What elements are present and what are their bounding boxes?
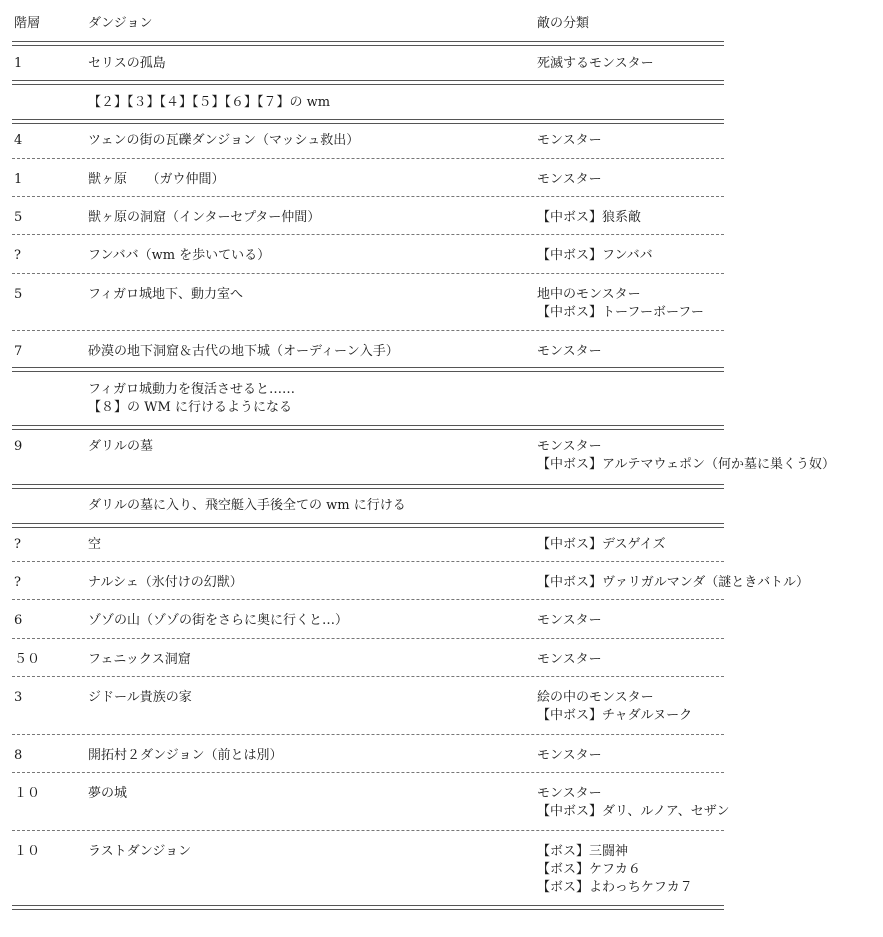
dungeon-cell: 夢の城 <box>88 786 128 801</box>
enemy-cell-line: 【中ボス】チャダルヌーク <box>537 708 693 723</box>
floor-cell: ? <box>14 537 21 552</box>
enemy-cell-line: モンスター <box>537 172 602 187</box>
enemy-cell-line: モンスター <box>537 613 602 628</box>
enemy-cell-line: モンスター <box>537 344 602 359</box>
enemy-cell-line: モンスター <box>537 439 602 454</box>
floor-cell: 4 <box>14 133 23 148</box>
floor-cell: 1 <box>14 172 23 187</box>
enemy-cell <box>537 247 653 265</box>
dungeon-cell: フンババ（wm を歩いている） <box>88 248 271 263</box>
enemy-cell-line: 地中のモンスター <box>537 287 641 302</box>
header-dungeon: ダンジョン <box>88 16 153 31</box>
enemy-cell-line: 【中ボス】トーフーボーフー <box>537 305 704 320</box>
dungeon-cell: フィガロ城地下、動力室へ <box>88 287 243 302</box>
floor-cell: 6 <box>14 613 23 628</box>
enemy-cell-line: 【ボス】ケフカ６ <box>537 862 641 877</box>
enemy-cell-line: モンスター <box>537 652 602 667</box>
dashed-rule <box>12 158 724 159</box>
dungeon-cell: ジドール貴族の家 <box>88 690 192 705</box>
note-text-line: 【８】の WM に行けるようになる <box>88 400 292 415</box>
enemy-cell-line: モンスター <box>537 133 602 148</box>
floor-cell: 7 <box>14 344 23 359</box>
enemy-cell-line: 【中ボス】アルテマウェポン（何か墓に巣くう奴） <box>537 457 835 472</box>
dungeon-cell: 砂漠の地下洞窟＆古代の地下城（オーディーン入手） <box>88 344 399 359</box>
enemy-cell-line: 死滅するモンスター <box>537 56 654 71</box>
dashed-rule <box>12 234 724 235</box>
floor-cell: ? <box>14 248 21 263</box>
floor-cell: １０ <box>14 786 41 801</box>
double-rule <box>12 905 724 910</box>
floor-cell: 1 <box>14 56 23 71</box>
enemy-cell <box>537 132 602 150</box>
floor-cell: 8 <box>14 748 23 763</box>
note-text-line: 【２】【３】【４】【５】【６】【７】の wm <box>88 95 331 110</box>
enemy-cell <box>537 438 835 474</box>
dungeon-cell: ダリルの墓 <box>88 439 154 454</box>
enemy-cell-line: モンスター <box>537 748 602 763</box>
dungeon-cell: 獣ヶ原 （ガウ仲間） <box>88 172 225 187</box>
note-text-line: フィガロ城動力を復活させると…… <box>88 382 295 397</box>
enemy-cell <box>537 843 693 897</box>
dashed-rule <box>12 734 724 735</box>
enemy-cell <box>537 209 641 227</box>
enemy-cell-line: モンスター <box>537 786 602 801</box>
enemy-cell-line: 【ボス】三闘神 <box>537 844 629 859</box>
enemy-cell-line: 【ボス】よわっちケフカ７ <box>537 880 693 895</box>
enemy-cell <box>537 286 704 322</box>
enemy-cell <box>537 689 692 725</box>
enemy-cell <box>537 55 654 73</box>
dungeon-cell: 獣ヶ原の洞窟（インターセプター仲間） <box>88 210 321 225</box>
floor-cell: ５０ <box>14 652 41 667</box>
dungeon-cell: ラストダンジョン <box>88 844 192 859</box>
dungeon-cell: 開拓村２ダンジョン（前とは別） <box>88 748 283 763</box>
dungeon-cell: ナルシェ（氷付けの幻獣） <box>88 575 243 590</box>
floor-cell: 9 <box>14 439 23 454</box>
dashed-rule <box>12 830 724 831</box>
note-text <box>88 381 295 417</box>
enemy-cell-line: 【中ボス】ヴァリガルマンダ（謎ときバトル） <box>537 575 809 590</box>
header-floor: 階層 <box>14 16 41 31</box>
double-rule <box>12 523 724 528</box>
enemy-cell-line: 【中ボス】デスゲイズ <box>537 537 666 552</box>
dashed-rule <box>12 638 724 639</box>
floor-cell: 5 <box>14 287 23 302</box>
dashed-rule <box>12 196 724 197</box>
enemy-cell-line: 【中ボス】ダリ、ルノア、セザン <box>537 804 730 819</box>
dungeon-cell: ツェンの街の瓦礫ダンジョン（マッシュ救出） <box>88 133 360 148</box>
dungeon-cell: セリスの孤島 <box>88 56 166 71</box>
header-enemy: 敵の分類 <box>537 16 590 31</box>
enemy-cell <box>537 171 602 189</box>
enemy-cell-line: 【中ボス】狼系敵 <box>537 210 642 225</box>
enemy-cell <box>537 785 730 821</box>
enemy-cell <box>537 612 602 630</box>
double-rule <box>12 41 724 46</box>
dashed-rule <box>12 330 724 331</box>
enemy-cell-line: 絵の中のモンスター <box>537 690 654 705</box>
double-rule <box>12 80 724 85</box>
note-text-line: ダリルの墓に入り、飛空艇入手後全ての wm に行ける <box>88 498 406 513</box>
enemy-cell-line: 【中ボス】フンババ <box>537 248 653 263</box>
double-rule <box>12 484 724 489</box>
dashed-rule <box>12 561 724 562</box>
enemy-cell <box>537 343 602 361</box>
floor-cell: 5 <box>14 210 23 225</box>
enemy-cell <box>537 651 602 669</box>
dashed-rule <box>12 599 724 600</box>
enemy-cell <box>537 747 602 765</box>
dungeon-cell: フェニックス洞窟 <box>88 652 191 667</box>
double-rule <box>12 119 724 124</box>
floor-cell: ? <box>14 575 21 590</box>
floor-cell: 3 <box>14 690 23 705</box>
dungeon-cell: ゾゾの山（ゾゾの街をさらに奥に行くと…） <box>88 613 349 628</box>
enemy-cell <box>537 536 665 554</box>
floor-cell: １０ <box>14 844 41 859</box>
double-rule <box>12 367 724 372</box>
enemy-cell <box>537 574 809 592</box>
note-text <box>88 94 330 112</box>
dashed-rule <box>12 772 724 773</box>
double-rule <box>12 425 724 430</box>
dashed-rule <box>12 676 724 677</box>
note-text <box>88 497 406 515</box>
dashed-rule <box>12 273 724 274</box>
dungeon-cell: 空 <box>88 537 102 552</box>
